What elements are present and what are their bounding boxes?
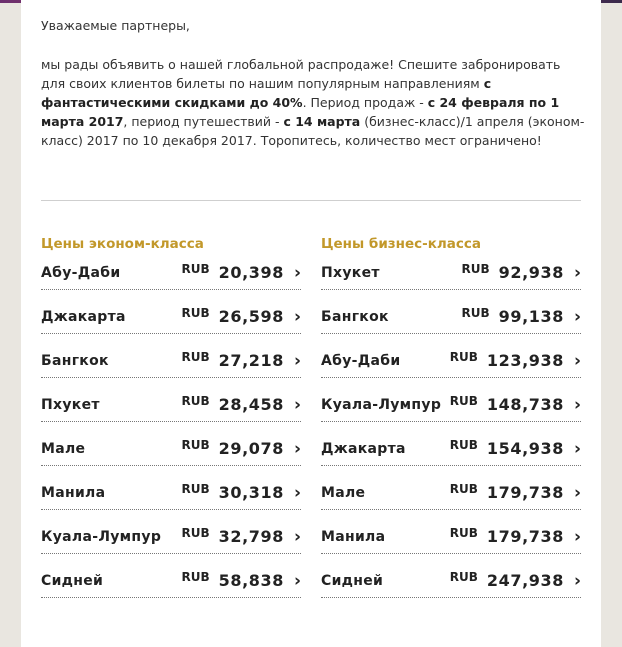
economy-title: Цены эконом-класса [41, 236, 204, 252]
destination-city: Пхукет [41, 397, 100, 413]
price [182, 307, 302, 326]
currency-label: RUB [461, 262, 490, 276]
price-amount: 28,458 [218, 395, 284, 414]
economy-price-list [41, 256, 301, 598]
price [182, 527, 302, 546]
price-row-link[interactable] [41, 290, 301, 334]
price-amount: 27,218 [218, 351, 284, 370]
price-row-link[interactable] [321, 554, 581, 598]
chevron-right-icon[interactable]: › [293, 307, 301, 327]
chevron-right-icon[interactable]: › [573, 263, 581, 283]
chevron-right-icon[interactable]: › [573, 439, 581, 459]
price [182, 351, 302, 370]
price-row-link[interactable] [321, 510, 581, 554]
chevron-right-icon[interactable]: › [573, 527, 581, 547]
price-amount: 99,138 [498, 307, 564, 326]
destination-city: Манила [41, 485, 106, 501]
price-row-link[interactable] [41, 256, 301, 290]
chevron-right-icon[interactable]: › [293, 571, 301, 591]
currency-label: RUB [181, 262, 210, 276]
price-row-link[interactable] [41, 554, 301, 598]
intro-paragraph [41, 55, 586, 150]
destination-city: Пхукет [321, 265, 380, 281]
economy-prices-column [41, 228, 301, 598]
email-card [21, 0, 601, 647]
destination-city: Бангкок [41, 353, 109, 369]
price-amount: 179,738 [486, 483, 564, 502]
destination-city: Сидней [321, 573, 384, 589]
currency-label: RUB [181, 306, 210, 320]
price [182, 263, 302, 282]
price-amount: 247,938 [486, 571, 564, 590]
currency-label: RUB [181, 350, 210, 364]
business-title: Цены бизнес-класса [321, 236, 482, 252]
price-row-link[interactable] [41, 466, 301, 510]
price [450, 571, 581, 590]
currency-label: RUB [449, 394, 478, 408]
destination-city: Бангкок [321, 309, 389, 325]
chevron-right-icon[interactable]: › [293, 351, 301, 371]
chevron-right-icon[interactable]: › [293, 527, 301, 547]
price-row-link[interactable] [41, 334, 301, 378]
price-row-link[interactable] [321, 290, 581, 334]
currency-label: RUB [449, 570, 478, 584]
currency-label: RUB [181, 526, 210, 540]
destination-city: Мале [321, 485, 366, 501]
price [462, 263, 582, 282]
intro-text [41, 16, 586, 150]
price-amount: 154,938 [486, 439, 564, 458]
chevron-right-icon[interactable]: › [293, 439, 301, 459]
greeting: Уважаемые партнеры, [41, 18, 190, 33]
destination-city: Манила [321, 529, 386, 545]
currency-label: RUB [449, 482, 478, 496]
price-row-link[interactable] [41, 378, 301, 422]
price [450, 483, 581, 502]
currency-label: RUB [181, 482, 210, 496]
price [182, 571, 302, 590]
price [182, 395, 302, 414]
sale-period: с 24 февраля по 1 марта 2017 [41, 95, 560, 129]
chevron-right-icon[interactable]: › [573, 571, 581, 591]
chevron-right-icon[interactable]: › [293, 395, 301, 415]
price [182, 439, 302, 458]
price [450, 351, 581, 370]
destination-city: Абу-Даби [41, 265, 121, 281]
price-row-link[interactable] [321, 378, 581, 422]
currency-label: RUB [449, 438, 478, 452]
currency-label: RUB [181, 394, 210, 408]
price [462, 307, 582, 326]
price-row-link[interactable] [321, 256, 581, 290]
price-row-link[interactable] [41, 422, 301, 466]
destination-city: Куала-Лумпур [41, 529, 162, 545]
price-amount: 32,798 [218, 527, 284, 546]
destination-city: Абу-Даби [321, 353, 401, 369]
currency-label: RUB [181, 438, 210, 452]
destination-city: Мале [41, 441, 86, 457]
discount-highlight: с фантастическими скидками до 40% [41, 76, 492, 110]
destination-city: Куала-Лумпур [321, 397, 442, 413]
price-amount: 30,318 [218, 483, 284, 502]
intro-text-3: , период путешествий - [123, 114, 284, 129]
price-row-link[interactable] [41, 510, 301, 554]
price-amount: 123,938 [486, 351, 564, 370]
currency-label: RUB [449, 526, 478, 540]
intro-text-1: мы рады объявить о нашей глобальной распродаже! Спешите забронировать для своих клиентов билеты по нашим популярным направлениям [41, 57, 561, 91]
price-row-link[interactable] [321, 422, 581, 466]
currency-label: RUB [181, 570, 210, 584]
price-amount: 29,078 [218, 439, 284, 458]
currency-label: RUB [449, 350, 478, 364]
price [450, 527, 581, 546]
intro-text-2: . Период продаж - [302, 95, 428, 110]
price-amount: 179,738 [486, 527, 564, 546]
destination-city: Сидней [41, 573, 104, 589]
destination-city: Джакарта [321, 441, 406, 457]
currency-label: RUB [461, 306, 490, 320]
intro-text-4: (бизнес-класс)/1 апреля (эконом-класс) 2017 по 10 декабря 2017. Торопитесь, количество мест ограничено! [41, 114, 585, 148]
destination-city: Джакарта [41, 309, 126, 325]
business-prices-column [321, 228, 581, 598]
divider [41, 200, 581, 201]
price-amount: 58,838 [218, 571, 284, 590]
chevron-right-icon[interactable]: › [573, 307, 581, 327]
business-price-list [321, 256, 581, 598]
price-amount: 26,598 [218, 307, 284, 326]
price [450, 395, 581, 414]
chevron-right-icon[interactable]: › [293, 263, 301, 283]
travel-period: с 14 марта [283, 114, 361, 129]
price-row-link[interactable] [321, 334, 581, 378]
price [450, 439, 581, 458]
chevron-right-icon[interactable]: › [573, 483, 581, 503]
price-amount: 92,938 [498, 263, 564, 282]
price [182, 483, 302, 502]
price-row-link[interactable] [321, 466, 581, 510]
chevron-right-icon[interactable]: › [293, 483, 301, 503]
chevron-right-icon[interactable]: › [573, 351, 581, 371]
chevron-right-icon[interactable]: › [573, 395, 581, 415]
price-amount: 148,738 [486, 395, 564, 414]
price-amount: 20,398 [218, 263, 284, 282]
